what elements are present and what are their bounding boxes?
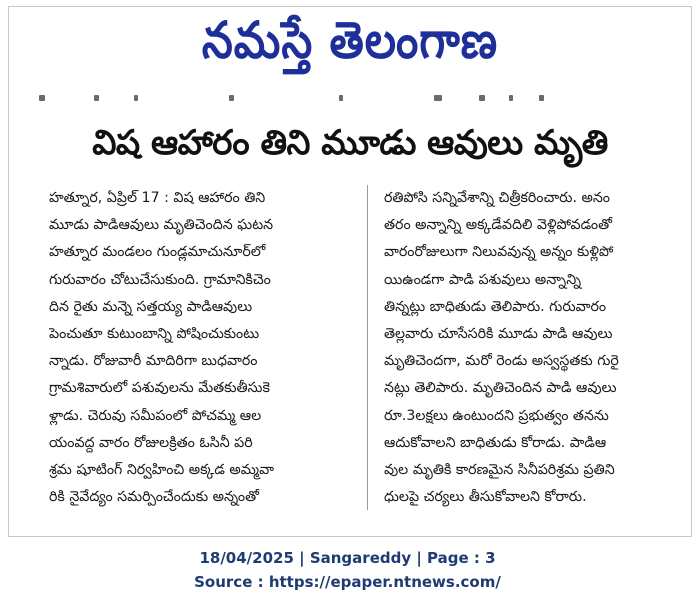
article-text-line: ధులపై చర్యలు తీసుకోవాలని కోరారు. <box>384 489 587 506</box>
article-text-line: మృతిచెందగా, మరో రెండు అస్వస్థతకు గురై <box>384 353 619 370</box>
column-divider <box>367 185 368 510</box>
article-text-line: ళ్లాడు. చెరువు సమీపంలో పోచమ్మ ఆల <box>49 407 262 424</box>
edition-info: 18/04/2025 | Sangareddy | Page : 3 <box>199 549 496 567</box>
article-text-line: రూ.3లక్షలు ఉంటుందని ప్రభుత్వం తనను <box>384 407 609 424</box>
cut-text-strip <box>39 95 559 101</box>
article-text-line: ఆదుకోవాలని బాధితుడు కోరాడు. పాడిఆ <box>384 434 607 451</box>
article-text-line: మూడు పాడిఆవులు మృతిచెందిన ఘటన <box>49 217 274 234</box>
article-text-line: గురువారం చోటుచేసుకుంది. గ్రామానికిచెం <box>49 271 271 288</box>
masthead <box>9 7 691 87</box>
article-text-line: యిఉండగా పాడి పశువులు అన్నాన్ని <box>384 271 581 288</box>
article-text-line: శ్రమ షూటింగ్ నిర్వహించి అక్కడ అమ్మవా <box>49 461 274 478</box>
article-text-line: వుల మృతికి కారణమైన సినీపరిశ్రమ ప్రతిని <box>384 461 615 478</box>
article-text-line: వారంరోజులుగా నిలువవున్న అన్నం కుళ్లిపో <box>384 244 614 261</box>
article-column-left <box>49 185 349 511</box>
article-text-line: తిన్నట్లు బాధితుడు తెలిపారు. గురువారం <box>384 298 607 315</box>
masthead-title: నమస్తే తెలంగాణ <box>201 11 499 70</box>
article-body <box>49 185 685 530</box>
clipping-footer <box>0 546 695 594</box>
article-text-line: రతిపోసి సన్నివేశాన్ని చిత్రీకరించారు. అనం <box>384 190 610 206</box>
article-text-line: హత్నూర మండలం గుండ్లమాచునూర్‌లో <box>49 244 266 261</box>
headline-text: విష ఆహారం తిని మూడు ఆవులు మృతి <box>92 123 608 163</box>
article-column-right <box>384 185 684 511</box>
newspaper-clipping <box>8 6 692 537</box>
article-text-line: నట్లు తెలిపారు. మృతిచెందిన పాడి ఆవులు <box>384 380 617 397</box>
article-text-line: హత్నూర, ఏప్రిల్ 17 : విష ఆహారం తిని <box>49 190 266 206</box>
source-link[interactable]: Source : https://epaper.ntnews.com/ <box>194 573 501 591</box>
article-text-line: గ్రామశివారులో పశువులను మేతకుతీసుకె <box>49 380 270 397</box>
article-text-line: యంవద్ద వారం రోజులక్రితం ఓసినీ పరి <box>49 434 253 451</box>
article-text-line: దిన రైతు మన్నె సత్తయ్య పాడిఆవులు <box>49 298 253 315</box>
article-text-line: తెల్లవారు చూసేసరికి మూడు పాడి ఆవులు <box>384 325 613 342</box>
article-text-line: తరం అన్నాన్ని అక్కడేవదిలి వెళ్లిపోవడంతో <box>384 217 612 234</box>
article-headline <box>9 119 691 175</box>
article-text-line: రికి నైవేద్యం సమర్పించేందుకు అన్నంతో <box>49 489 259 506</box>
article-text-line: పెంచుతూ కుటుంబాన్ని పోషించుకుంటు <box>49 325 260 342</box>
article-text-line: న్నాడు. రోజువారీ మాదిరిగా బుధవారం <box>49 353 258 370</box>
